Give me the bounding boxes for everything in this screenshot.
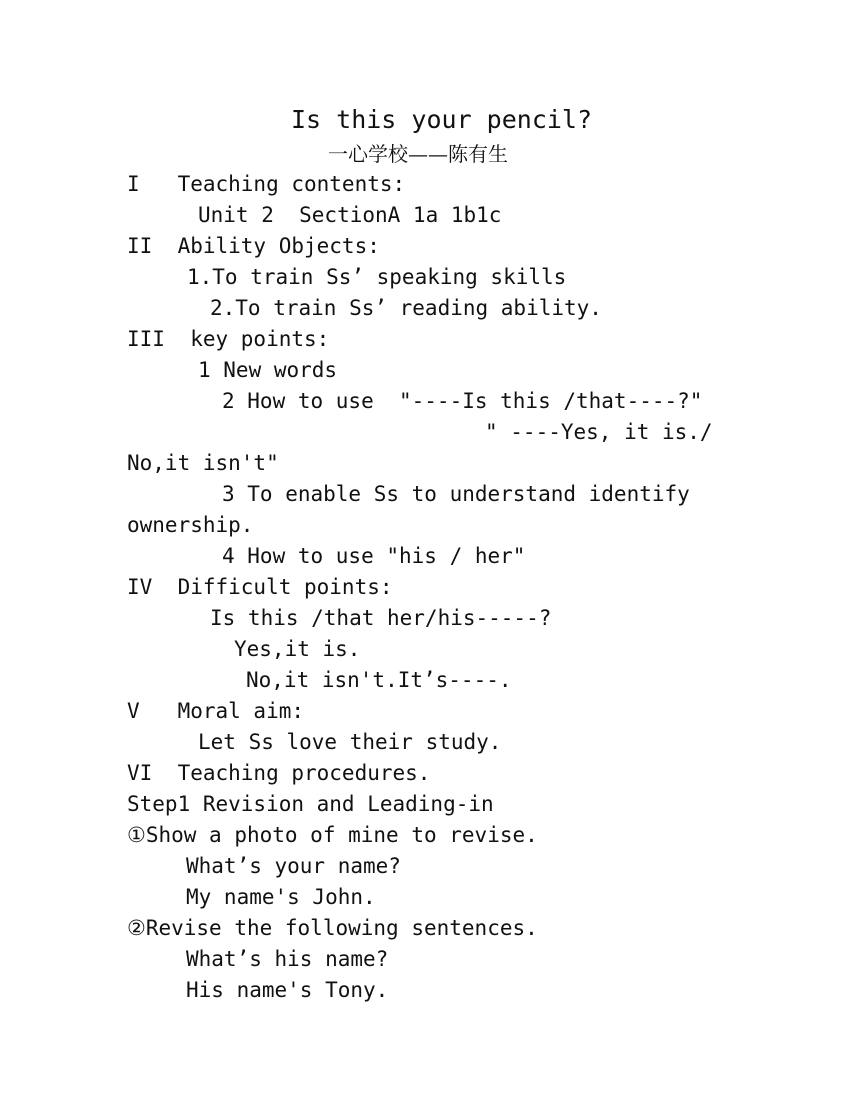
section-heading: III key points: (127, 327, 330, 351)
section-heading: V Moral aim: (127, 699, 305, 723)
text-line: 3 To enable Ss to understand identify (222, 482, 690, 506)
text-line: 2 How to use "----Is this /that----?" (222, 389, 703, 413)
text-line: Unit 2 SectionA 1a 1b1c (198, 203, 502, 227)
text-line: My name's John. (186, 885, 376, 909)
document-title: Is this your pencil? (291, 105, 593, 134)
text-line: 1.To train Ss’ speaking skills (187, 265, 567, 289)
text-line: Is this /that her/his-----? (210, 606, 552, 630)
text-line: 1 New words (198, 358, 338, 382)
section-heading: IV Difficult points: (127, 575, 393, 599)
text-line: ②Revise the following sentences. (127, 916, 538, 940)
text-line: No,it isn't" (127, 451, 279, 475)
section-heading: II Ability Objects: (127, 234, 380, 258)
text-line: 4 How to use "his / her" (222, 544, 526, 568)
author-line: 一心学校——陈有生 (328, 142, 508, 166)
text-line: ①Show a photo of mine to revise. (127, 823, 538, 847)
text-line: " ----Yes, it is./ (485, 420, 713, 444)
section-heading: I Teaching contents: (127, 172, 406, 196)
text-line: Yes,it is. (234, 637, 361, 661)
text-line: Let Ss love their study. (198, 730, 502, 754)
text-line: ownership. (127, 513, 254, 537)
text-line: His name's Tony. (186, 978, 389, 1002)
text-line: What’s your name? (186, 854, 401, 878)
text-line: What’s his name? (186, 947, 389, 971)
section-heading: VI Teaching procedures. (127, 761, 431, 785)
step-heading: Step1 Revision and Leading-in (127, 792, 494, 816)
text-line: No,it isn't.It’s----. (246, 668, 512, 692)
text-line: 2.To train Ss’ reading ability. (210, 296, 602, 320)
